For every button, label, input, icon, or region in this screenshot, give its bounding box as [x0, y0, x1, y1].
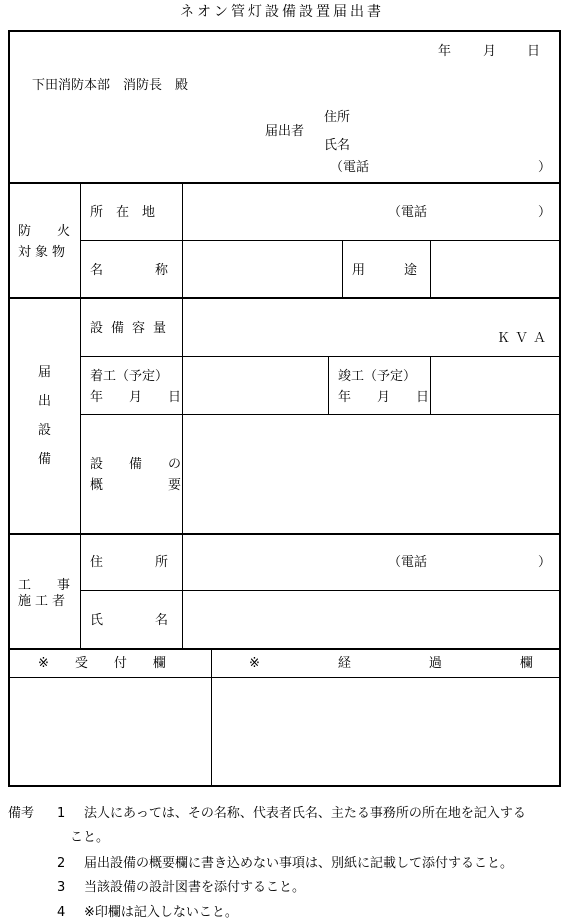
addressee: 下田消防本部 消防長 殿	[32, 78, 189, 93]
note-3-text: 当該設備の設計図書を添付すること。	[84, 880, 306, 895]
date-month: 月	[483, 44, 497, 59]
date-year: 年	[438, 44, 452, 59]
rule-section-divider	[80, 182, 81, 648]
equipment-section-char-1: 届	[38, 365, 52, 380]
note-4-number: 4	[57, 905, 66, 920]
rule-use-divider-right	[430, 240, 431, 297]
rule-footer-divider	[211, 648, 212, 787]
rule-contractor-address-bottom	[80, 590, 561, 591]
contractor-section-line1: 工 事	[18, 578, 71, 593]
capacity-unit: ＫＶＡ	[497, 331, 552, 346]
rule-dates-bottom	[80, 414, 561, 415]
rule-footer-header-bottom	[8, 677, 561, 678]
contractor-address-label: 住 所	[90, 555, 169, 570]
note-1-continuation: こと。	[70, 830, 110, 845]
rule-location-bottom	[80, 240, 561, 241]
equipment-section-char-2: 出	[38, 394, 52, 409]
note-3-number: 3	[57, 880, 66, 895]
rule-header-bottom	[8, 182, 561, 184]
rule-label-divider	[182, 182, 183, 648]
note-2-text: 届出設備の概要欄に書き込めない事項は、別紙に記載して添付すること。	[84, 856, 514, 871]
contractor-name-label: 氏 名	[90, 613, 169, 628]
rule-target-bottom	[8, 297, 561, 299]
applicant-phone-open: （電話	[330, 160, 370, 175]
notes-label: 備考	[8, 806, 35, 821]
applicant-name-label: 氏名	[324, 138, 351, 153]
applicant-label: 届出者	[265, 124, 305, 139]
reception-box-header: ※ 受 付 欄	[38, 656, 166, 671]
rule-finish-divider-left	[328, 356, 329, 414]
target-name-label: 名 称	[90, 263, 169, 278]
contractor-phone-close: ）	[538, 555, 552, 570]
start-date-units: 年 月 日	[90, 390, 182, 405]
finish-date-units: 年 月 日	[338, 390, 430, 405]
note-1-text: 法人にあっては、その名称、代表者氏名、主たる事務所の所在地を記入する	[84, 806, 526, 821]
contractor-phone-open: （電話	[388, 555, 428, 570]
rule-use-divider-left	[342, 240, 343, 297]
finish-date-label: 竣工（予定）	[338, 369, 417, 384]
note-2-number: 2	[57, 856, 66, 871]
rule-capacity-bottom	[80, 356, 561, 357]
target-phone-open: （電話	[388, 205, 428, 220]
note-4-text: ※印欄は記入しないこと。	[84, 905, 238, 920]
rule-equipment-bottom	[8, 533, 561, 535]
contractor-section-line2: 施工者	[18, 594, 70, 609]
progress-box-header: ※ 経 過 欄	[249, 656, 533, 671]
capacity-label: 設備容量	[90, 321, 175, 336]
target-use-label: 用 途	[352, 263, 418, 278]
note-1-number: 1	[57, 806, 66, 821]
rule-contractor-bottom	[8, 648, 561, 650]
target-section-line2: 対象物	[18, 245, 70, 260]
target-section-line1: 防 火	[18, 224, 71, 239]
form-frame	[8, 30, 561, 787]
form-title: ネオン管灯設備設置届出書	[180, 4, 384, 20]
equipment-section-char-4: 備	[38, 452, 52, 467]
summary-label-line2: 概 要	[90, 478, 182, 493]
target-phone-close: ）	[538, 205, 552, 220]
summary-label-line1: 設 備 の	[90, 457, 182, 472]
applicant-address-label: 住所	[324, 110, 351, 125]
start-date-label: 着工（予定）	[90, 369, 169, 384]
equipment-section-char-3: 設	[38, 423, 52, 438]
target-location-label: 所 在 地	[90, 205, 156, 220]
applicant-phone-close: ）	[538, 160, 552, 175]
date-day: 日	[527, 44, 541, 59]
rule-finish-divider-right	[430, 356, 431, 414]
